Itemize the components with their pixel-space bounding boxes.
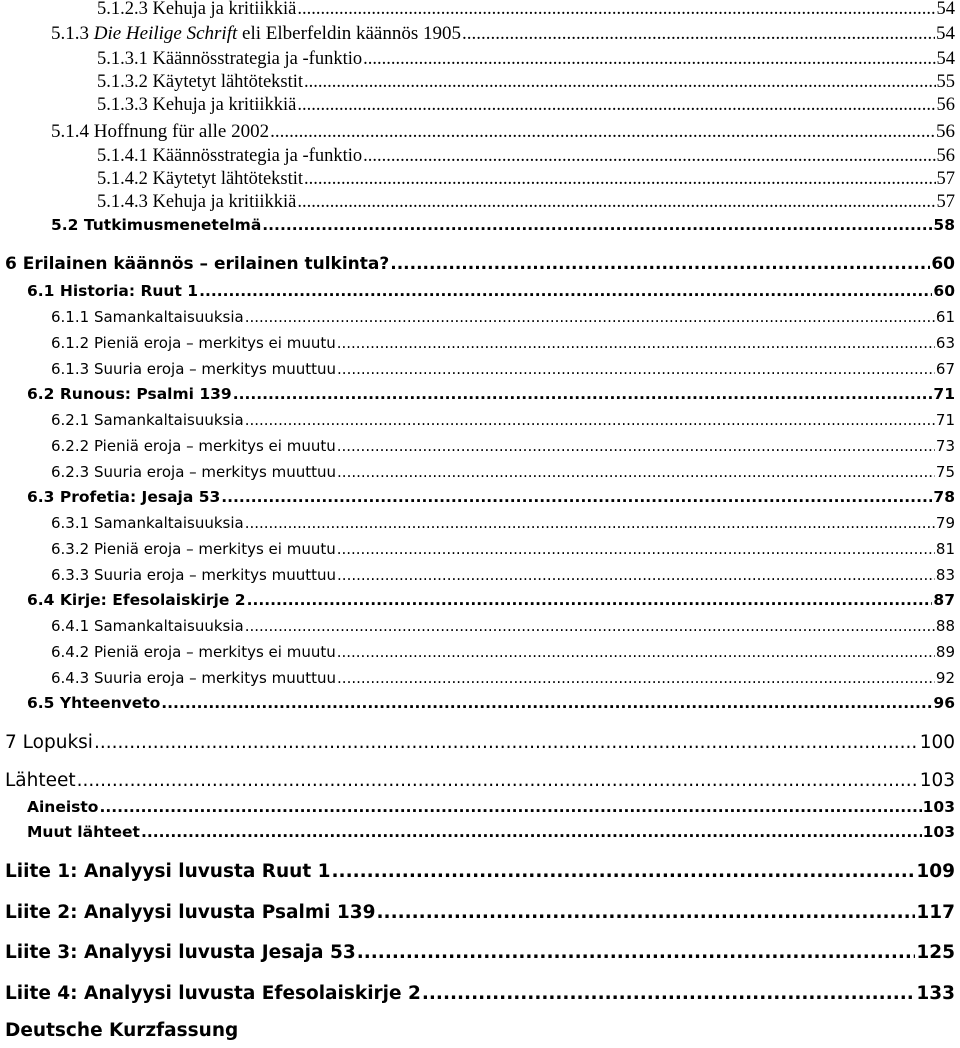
toc-page: 55 (936, 72, 955, 92)
toc-title: Liite 3: Analyysi luvusta Jesaja 53 (5, 942, 356, 963)
toc-title: Suuria eroja – merkitys muuttuu (93, 566, 337, 584)
toc-title: Erilainen käännös – erilainen tulkinta? (22, 254, 390, 274)
toc-leader (337, 645, 935, 660)
toc-page: 89 (935, 643, 955, 661)
toc-title: Hoffnung für alle 2002 (93, 121, 270, 142)
toc-page: 57 (936, 192, 955, 212)
toc-number: 6.2.2 (51, 437, 90, 455)
toc-number: 6.1.1 (51, 308, 90, 326)
toc-entry (5, 256, 955, 273)
toc-page: 54 (936, 23, 955, 44)
toc-leader (245, 619, 935, 634)
toc-number: 6.4.1 (51, 617, 90, 635)
toc-leader (77, 772, 919, 791)
toc-leader (297, 96, 935, 115)
toc-number: 6.2.3 (51, 463, 90, 481)
toc-page: 54 (936, 49, 955, 69)
toc-number: 5.1.3.1 (97, 49, 148, 69)
toc-entry (27, 593, 955, 609)
toc-leader (337, 568, 935, 583)
toc-title: Suuria eroja – merkitys muuttuu (93, 463, 337, 481)
toc-page: 56 (936, 146, 955, 166)
toc-entry (51, 439, 955, 454)
toc-entry (27, 490, 955, 506)
toc-title: Samankaltaisuuksia (93, 308, 244, 326)
toc-entry (51, 24, 955, 43)
toc-title: Aineisto (27, 798, 99, 816)
toc-title: Käännösstrategia ja -funktio (152, 146, 363, 166)
toc-title: Liite 4: Analyysi luvusta Efesolaiskirje 2 (5, 983, 421, 1004)
toc-title: Suuria eroja – merkitys muuttuu (93, 360, 337, 378)
toc-entry (27, 800, 955, 816)
toc-page: 61 (935, 308, 955, 326)
toc-leader (199, 284, 932, 300)
toc-entry (97, 96, 955, 115)
toc-leader (245, 413, 935, 428)
toc-leader (245, 310, 935, 325)
toc-number: 5.1.3 (51, 23, 89, 44)
toc-title: Pieniä eroja – merkitys ei muutu (93, 643, 336, 661)
toc-title: Pieniä eroja – merkitys ei muutu (93, 540, 336, 558)
toc-entry (51, 336, 955, 351)
toc-page: 58 (933, 216, 955, 234)
toc-entry (97, 50, 955, 69)
toc-number: 5.1.4.3 (97, 192, 148, 212)
toc-page: 92 (935, 669, 955, 687)
toc-title: Historia: Ruut 1 (59, 282, 199, 300)
toc-entry (5, 904, 955, 923)
toc-number: 6.3 (27, 488, 55, 506)
toc-leader (390, 256, 930, 273)
toc-entry (97, 73, 955, 92)
toc-page: 75 (935, 463, 955, 481)
toc-leader (337, 542, 935, 557)
toc-title: Liite 1: Analyysi luvusta Ruut 1 (5, 861, 331, 882)
toc-page: 71 (935, 411, 955, 429)
toc-page: 56 (936, 95, 955, 115)
toc-entry (51, 465, 955, 480)
toc-entry (51, 568, 955, 583)
toc-leader (363, 50, 935, 69)
toc-page: 56 (936, 121, 955, 142)
toc-page: 78 (933, 488, 955, 506)
toc-title: Muut lähteet (27, 823, 140, 841)
toc-title: Käytetyt lähtötekstit (152, 72, 304, 92)
toc-leader (304, 170, 935, 189)
toc-title: Yhteenveto (59, 694, 161, 712)
toc-leader (337, 671, 935, 686)
toc-title: Profetia: Jesaja 53 (59, 488, 221, 506)
toc-entry (97, 193, 955, 212)
toc-title: Samankaltaisuuksia (93, 514, 244, 532)
toc-number: 6.4 (27, 591, 55, 609)
toc-leader (270, 122, 935, 141)
toc-title: Pieniä eroja – merkitys ei muutu (93, 334, 336, 352)
toc-leader (422, 985, 916, 1004)
toc-entry (5, 734, 955, 753)
toc-leader (337, 336, 935, 351)
toc-number: 5.1.3.3 (97, 95, 148, 115)
toc-number: 5.1.3.2 (97, 72, 148, 92)
toc-title: Lähteet (5, 770, 76, 791)
toc-leader (221, 490, 932, 506)
toc-number: 6.1 (27, 282, 55, 300)
toc-page: 60 (931, 254, 955, 274)
toc-entry (51, 671, 955, 686)
toc-page: 73 (935, 437, 955, 455)
toc-title: Samankaltaisuuksia (93, 411, 244, 429)
toc-leader (377, 904, 916, 923)
toc-number: 6.4.2 (51, 643, 90, 661)
toc-number: 5.2 (51, 216, 79, 234)
toc-entry (27, 387, 955, 403)
toc-page: 60 (933, 282, 955, 300)
toc-leader (462, 24, 935, 43)
toc-number: 6.1.3 (51, 360, 90, 378)
toc-leader (363, 147, 935, 166)
toc-title: Kehuja ja kritiikkiä (152, 0, 297, 19)
toc-title: Tutkimusmenetelmä (83, 216, 262, 234)
toc-leader (332, 863, 916, 882)
toc-page: 100 (919, 732, 955, 753)
toc-number: 5.1.4.1 (97, 146, 148, 166)
toc-title: Käännösstrategia ja -funktio (152, 49, 363, 69)
toc-entry (27, 284, 955, 300)
toc-title: Liite 2: Analyysi luvusta Psalmi 139 (5, 902, 376, 923)
toc-leader (304, 73, 935, 92)
toc-page: 109 (916, 861, 955, 882)
toc-number: 5.1.2.3 (97, 0, 148, 19)
toc-number: 6.3.3 (51, 566, 90, 584)
toc-entry (27, 825, 955, 841)
toc-title: Pieniä eroja – merkitys ei muutu (93, 437, 336, 455)
toc-entry (5, 1022, 238, 1041)
toc-entry (51, 310, 955, 325)
toc-page: 71 (933, 385, 955, 403)
toc-entry (51, 413, 955, 428)
toc-leader (337, 362, 935, 377)
toc-page: 83 (935, 566, 955, 584)
toc-page: 103 (919, 770, 955, 791)
toc-leader (94, 734, 919, 753)
toc-leader (233, 387, 933, 403)
toc-page: 57 (936, 169, 955, 189)
toc-leader (141, 825, 922, 841)
toc-leader (357, 944, 916, 963)
toc-number: 7 (5, 732, 17, 753)
toc-entry (97, 0, 955, 19)
toc-entry (51, 542, 955, 557)
toc-page: 63 (935, 334, 955, 352)
toc-number: 5.1.4.2 (97, 169, 148, 189)
toc-entry (5, 772, 955, 791)
toc-leader (99, 800, 921, 816)
toc-leader (337, 439, 935, 454)
toc-entry (51, 218, 955, 234)
toc-entry (5, 944, 955, 963)
toc-page: 87 (933, 591, 955, 609)
toc-page: 103 (922, 798, 955, 816)
toc-entry (27, 696, 955, 712)
toc-entry (51, 362, 955, 377)
toc-page: 54 (936, 0, 955, 19)
toc-entry (51, 619, 955, 634)
toc-page: 125 (916, 942, 955, 963)
toc-title: Lopuksi (22, 732, 93, 753)
toc-number: 6.2.1 (51, 411, 90, 429)
toc-number: 5.1.4 (51, 121, 89, 142)
toc-page: 103 (922, 823, 955, 841)
toc-title: Samankaltaisuuksia (93, 617, 244, 635)
toc-title: Suuria eroja – merkitys muuttuu (93, 669, 337, 687)
toc-page: 96 (933, 694, 955, 712)
toc-title: Kehuja ja kritiikkiä (152, 192, 297, 212)
toc-leader (297, 0, 935, 19)
toc-leader (297, 193, 935, 212)
toc-entry (97, 170, 955, 189)
toc-title: Käytetyt lähtötekstit (152, 169, 304, 189)
toc-leader (245, 516, 935, 531)
toc-page: 81 (935, 540, 955, 558)
toc-page: 117 (916, 902, 955, 923)
toc-number: 6.5 (27, 694, 55, 712)
toc-title: Runous: Psalmi 139 (59, 385, 232, 403)
toc-entry (51, 516, 955, 531)
toc-number: 6.3.2 (51, 540, 90, 558)
toc-page: 88 (935, 617, 955, 635)
toc-entry (5, 985, 955, 1004)
toc-page: 67 (935, 360, 955, 378)
toc-page: 79 (935, 514, 955, 532)
toc-title: eli Elberfeldin käännös 1905 (237, 23, 461, 44)
toc-title: Kehuja ja kritiikkiä (152, 95, 297, 115)
toc-number: 6.1.2 (51, 334, 90, 352)
toc-entry (97, 147, 955, 166)
toc-title-italic: Die Heilige Schrift (93, 23, 238, 44)
toc-page: 133 (916, 983, 955, 1004)
toc-entry (51, 122, 955, 141)
toc-leader (337, 465, 935, 480)
toc-number: 6.4.3 (51, 669, 90, 687)
toc-number: 6 (5, 254, 17, 274)
toc-leader (161, 696, 932, 712)
toc-entry (51, 645, 955, 660)
toc-number: 6.3.1 (51, 514, 90, 532)
toc-leader (262, 218, 932, 234)
toc-title: Kirje: Efesolaiskirje 2 (59, 591, 246, 609)
toc-leader (247, 593, 933, 609)
toc-number: 6.2 (27, 385, 55, 403)
toc-title: Deutsche Kurzfassung (5, 1020, 239, 1041)
toc-entry (5, 863, 955, 882)
